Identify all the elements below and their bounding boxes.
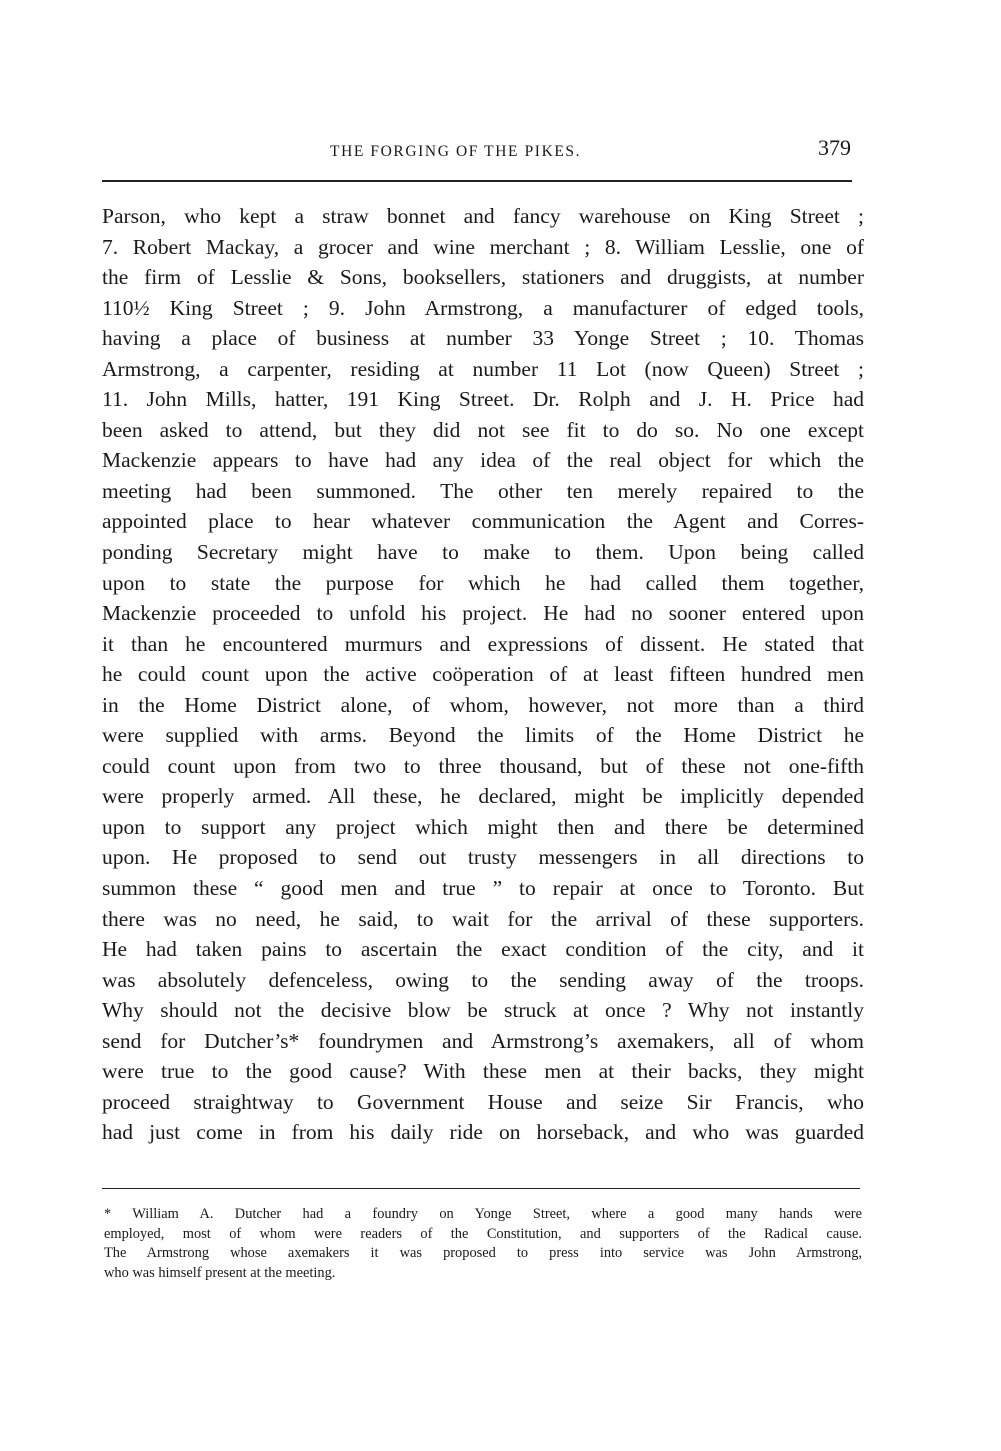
body-line: upon. He proposed to send out trusty messengers in all directions to: [102, 845, 864, 870]
body-line: in the Home District alone, of whom, however, not more than a third: [102, 692, 864, 717]
footnote-rule: [102, 1188, 860, 1189]
footnote-line: employed, most of whom were readers of the Constitution, and supporters of the Radical cause.: [104, 1225, 862, 1242]
body-line: been asked to attend, but they did not see fit to do so. No one except: [102, 417, 864, 442]
body-line: Mackenzie proceeded to unfold his project. He had no sooner entered upon: [102, 601, 864, 626]
body-line: were true to the good cause? With these men at their backs, they might: [102, 1059, 864, 1084]
body-line: He had taken pains to ascertain the exact condition of the city, and it: [102, 937, 864, 962]
body-line: was absolutely defenceless, owing to the sending away of the troops.: [102, 967, 864, 992]
page-number: 379: [818, 135, 851, 160]
body-line: the firm of Lesslie & Sons, booksellers, stationers and druggists, at number: [102, 265, 864, 290]
body-line: 110½ King Street ; 9. John Armstrong, a manufacturer of edged tools,: [102, 295, 864, 320]
body-line: meeting had been summoned. The other ten merely repaired to the: [102, 478, 864, 503]
body-line: Mackenzie appears to have had any idea of the real object for which the: [102, 448, 864, 473]
body-line: summon these “ good men and true ” to repair at once to Toronto. But: [102, 876, 864, 901]
body-text: [102, 201, 864, 1148]
body-line: Armstrong, a carpenter, residing at number 11 Lot (now Queen) Street ;: [102, 356, 864, 381]
footnote-line: * William A. Dutcher had a foundry on Yonge Street, where a good many hands were: [104, 1206, 862, 1222]
body-line: had just come in from his daily ride on horseback, and who was guarded: [102, 1120, 864, 1145]
footnote: [104, 1205, 862, 1283]
footnote-line: who was himself present at the meeting.: [104, 1264, 336, 1281]
body-line: appointed place to hear whatever communication the Agent and Corres-: [102, 509, 864, 534]
header-rule: [102, 180, 852, 182]
body-line: Parson, who kept a straw bonnet and fancy warehouse on King Street ;: [102, 204, 864, 228]
body-line: were properly armed. All these, he declared, might be implicitly depended: [102, 784, 864, 809]
body-line: ponding Secretary might have to make to them. Upon being called: [102, 540, 864, 565]
running-title: THE FORGING OF THE PIKES.: [330, 143, 582, 160]
body-line: there was no need, he said, to wait for the arrival of these supporters.: [102, 906, 864, 931]
body-line: could count upon from two to three thousand, but of these not one-fifth: [102, 753, 864, 778]
body-line: 11. John Mills, hatter, 191 King Street. Dr. Rolph and J. H. Price had: [102, 387, 864, 412]
body-line: 7. Robert Mackay, a grocer and wine merchant ; 8. William Lesslie, one of: [102, 234, 864, 259]
body-line: it than he encountered murmurs and expressions of dissent. He stated that: [102, 631, 864, 656]
body-line: upon to state the purpose for which he had called them together,: [102, 570, 864, 595]
body-line: Why should not the decisive blow be struck at once ? Why not instantly: [102, 998, 864, 1023]
body-line: proceed straightway to Government House and seize Sir Francis, who: [102, 1089, 864, 1114]
body-line: send for Dutcher’s* foundrymen and Armstrong’s axemakers, all of whom: [102, 1028, 864, 1053]
body-line: were supplied with arms. Beyond the limits of the Home District he: [102, 723, 864, 748]
body-line: upon to support any project which might then and there be determined: [102, 814, 864, 839]
footnote-line: The Armstrong whose axemakers it was proposed to press into service was John Armstrong,: [104, 1245, 862, 1261]
body-line: he could count upon the active coöperation of at least fifteen hundred men: [102, 662, 864, 687]
body-line: having a place of business at number 33 Yonge Street ; 10. Thomas: [102, 326, 864, 351]
